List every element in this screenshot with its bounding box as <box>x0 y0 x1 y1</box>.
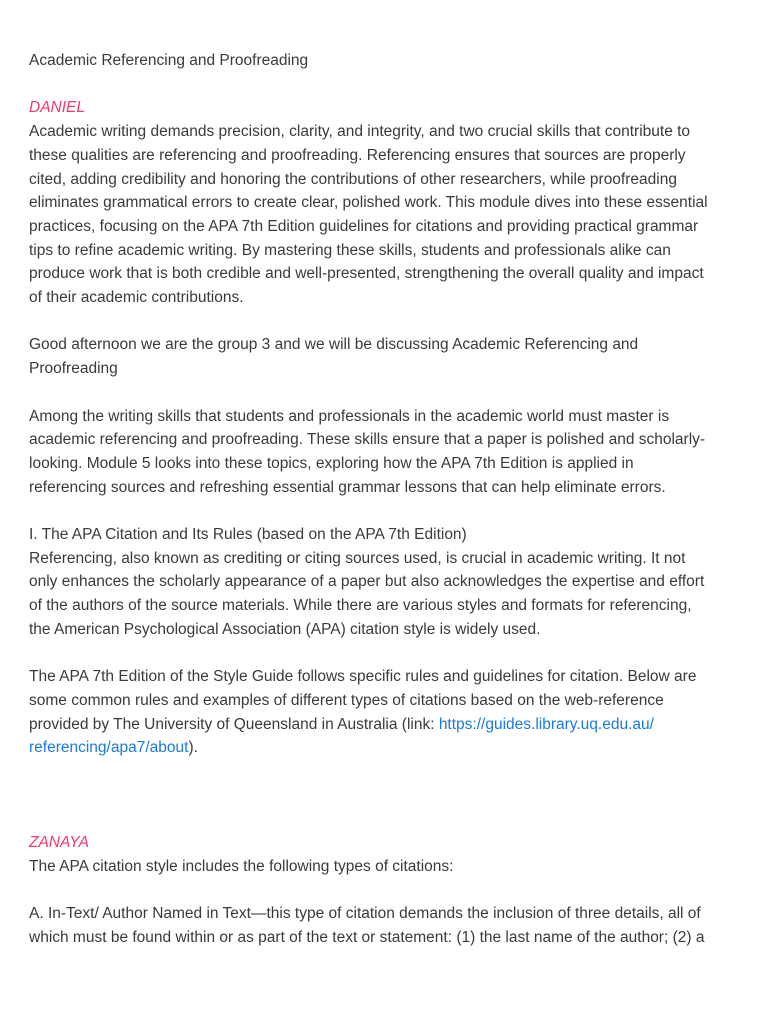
spacer <box>29 642 741 666</box>
apa-rules-paragraph <box>29 665 741 760</box>
text-line: some common rules and examples of different types of citations based on the web-reference <box>29 691 664 709</box>
uq-guide-link[interactable]: https://guides.library.uq.edu.au/ <box>438 715 654 733</box>
text-line: Among the writing skills that students and professionals in the academic world must master is <box>29 407 670 425</box>
spacer <box>29 381 741 405</box>
text-line: of their academic contributions. <box>29 289 244 307</box>
text-line: referencing sources and refreshing essential grammar lessons that can help eliminate errors. <box>29 478 666 496</box>
spacer <box>29 73 741 97</box>
spacer <box>29 784 741 808</box>
text-line: Referencing, also known as crediting or citing sources used, is crucial in academic writing. It not <box>29 549 686 567</box>
text-line: Proofreading <box>29 360 118 378</box>
spacer <box>29 878 741 902</box>
text-line: eliminates grammatical errors to create clear, polished work. This module dives into these essential <box>29 194 708 212</box>
document-body <box>29 49 741 950</box>
text-line: The APA citation style includes the following types of citations: <box>29 857 454 875</box>
text-fragment: ). <box>188 739 198 757</box>
spacer <box>29 807 741 831</box>
text-line: only enhances the scholarly appearance of a paper but also acknowledges the expertise and effort <box>29 573 705 591</box>
text-line: Academic writing demands precision, clarity, and integrity, and two crucial skills that contribute to <box>29 123 691 141</box>
uq-guide-link-continued[interactable]: referencing/apa7/about <box>29 739 189 757</box>
in-text-citation-paragraph <box>29 902 741 949</box>
text-line <box>29 713 741 737</box>
text-line: cited, adding credibility and honoring the contributions of other researchers, while proofreading <box>29 170 677 188</box>
text-line: The APA 7th Edition of the Style Guide follows specific rules and guidelines for citation. Below are <box>29 668 697 686</box>
text-line: looking. Module 5 looks into these topics, exploring how the APA 7th Edition is applied in <box>29 454 634 472</box>
text-line: of the authors of the source materials. While there are various styles and formats for referencing, <box>29 597 692 615</box>
text-line <box>29 736 741 760</box>
text-line: the American Psychological Association (APA) citation style is widely used. <box>29 620 541 638</box>
spacer <box>29 760 741 784</box>
speaker-label-daniel: DANIEL <box>29 99 85 117</box>
intro-paragraph <box>29 120 741 310</box>
text-line: Good afternoon we are the group 3 and we will be discussing Academic Referencing and <box>29 336 639 354</box>
text-line: which must be found within or as part of the text or statement: (1) the last name of the author; (2) a <box>29 928 705 946</box>
text-line: academic referencing and proofreading. These skills ensure that a paper is polished and scholarly- <box>29 431 706 449</box>
text-line: tips to refine academic writing. By mastering these skills, students and professionals alike can <box>29 241 671 259</box>
text-line: A. In-Text/ Author Named in Text—this type of citation demands the inclusion of three details, all of <box>29 905 701 923</box>
referencing-paragraph <box>29 547 741 642</box>
text-line: practices, focusing on the APA 7th Edition guidelines for citations and providing practical grammar <box>29 217 699 235</box>
document-title: Academic Referencing and Proofreading <box>29 52 309 69</box>
speaker-label-zanaya: ZANAYA <box>29 834 90 852</box>
overview-paragraph <box>29 405 741 500</box>
spacer <box>29 499 741 523</box>
text-line: these qualities are referencing and proofreading. Referencing ensures that sources are properly <box>29 146 686 164</box>
greeting-paragraph <box>29 333 741 380</box>
section-heading: I. The APA Citation and Its Rules (based on the APA 7th Edition) <box>29 526 467 543</box>
text-fragment: provided by The University of Queensland in Australia (link: <box>29 715 439 733</box>
spacer <box>29 310 741 334</box>
text-line: produce work that is both credible and well-presented, strengthening the overall quality and impact <box>29 265 704 283</box>
